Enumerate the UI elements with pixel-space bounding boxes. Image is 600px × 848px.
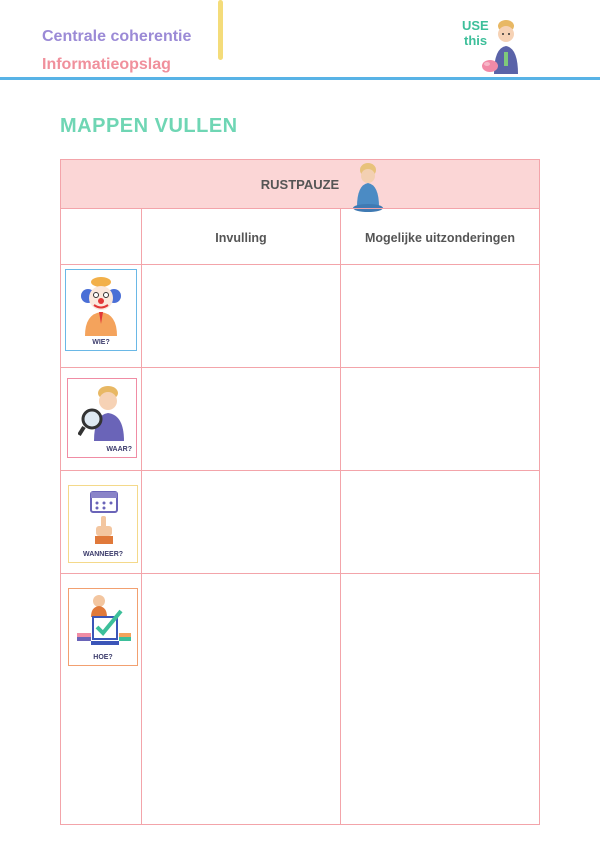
row-label-cell-hoe xyxy=(60,573,142,825)
label-waar: WAAR? xyxy=(106,446,132,453)
cell-wanneer-uitzonderingen[interactable] xyxy=(340,470,540,574)
label-hoe: HOE? xyxy=(93,654,113,661)
magnifier-avatar-icon xyxy=(78,383,130,441)
column-title-uitzonderingen: Mogelijke uitzonderingen xyxy=(364,231,515,245)
hoe-card xyxy=(68,588,138,666)
table-header-rustpauze xyxy=(60,159,540,209)
page-title: MAPPEN VULLEN xyxy=(60,115,238,137)
wanneer-card xyxy=(68,485,138,563)
label-wanneer: WANNEER? xyxy=(82,551,124,558)
cell-hoe-uitzonderingen[interactable] xyxy=(340,573,540,825)
meditating-avatar-icon xyxy=(351,161,385,213)
cell-waar-invulling[interactable] xyxy=(141,367,341,471)
cell-wie-uitzonderingen[interactable] xyxy=(340,264,540,368)
subtitle-central-coherence: Centrale coherentie xyxy=(42,28,192,45)
use-this-logo-icon xyxy=(460,14,530,76)
column-header-invulling xyxy=(141,208,341,265)
planning-table xyxy=(60,159,540,825)
column-header-uitzonderingen xyxy=(340,208,540,265)
checkbox-books-icon xyxy=(75,593,133,649)
row-label-cell-wie xyxy=(60,264,142,368)
waar-card xyxy=(67,378,137,458)
row-label-cell-wanneer xyxy=(60,470,142,574)
subtitle-information-storage: Informatieopslag xyxy=(42,56,171,73)
cell-hoe-invulling[interactable] xyxy=(141,573,341,825)
clown-avatar-icon xyxy=(77,274,125,336)
label-wie: WIE? xyxy=(92,339,110,346)
blue-header-line xyxy=(0,77,600,80)
yellow-divider xyxy=(218,0,223,60)
svg-text:this: this xyxy=(464,33,488,48)
table-title: RUSTPAUZE xyxy=(260,177,340,192)
cell-waar-uitzonderingen[interactable] xyxy=(340,367,540,471)
cell-wanneer-invulling[interactable] xyxy=(141,470,341,574)
empty-corner-cell xyxy=(60,208,142,265)
column-title-invulling: Invulling xyxy=(215,231,267,245)
cell-wie-invulling[interactable] xyxy=(141,264,341,368)
wie-card xyxy=(65,269,137,351)
svg-text:USE: USE xyxy=(462,18,489,33)
calendar-hand-icon xyxy=(85,490,123,546)
row-label-cell-waar xyxy=(60,367,142,471)
page-header xyxy=(0,0,600,80)
